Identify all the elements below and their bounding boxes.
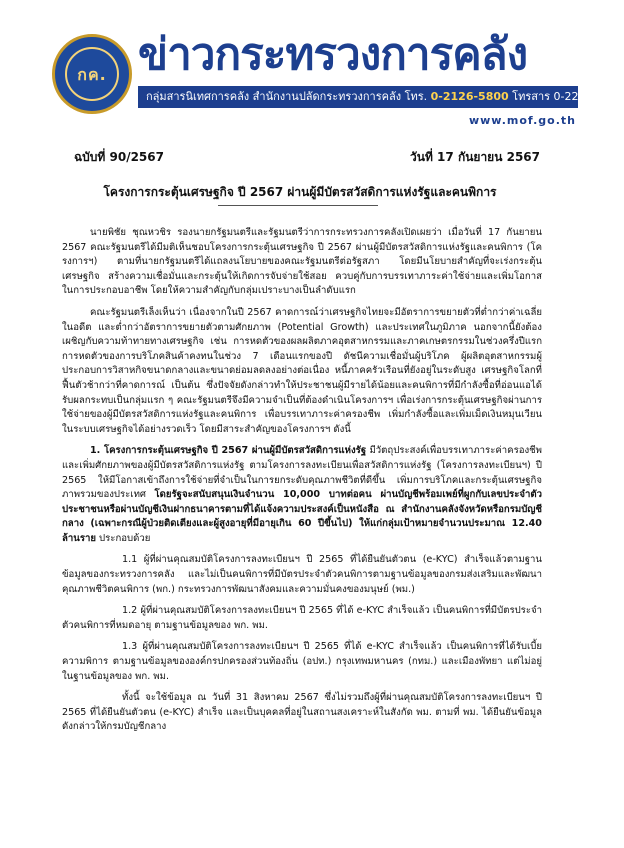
item-1: [62, 444, 542, 546]
paragraph-2: คณะรัฐมนตรีเล็งเห็นว่า เนื่องจากในปี 2567 คาดการณ์ว่าเศรษฐกิจไทยจะมีอัตราการขยายตัวที่ต่ำกว่าค่าเฉลี่ยในอดีต และต่ำกว่าอัตราการขยายตัวตามศักยภาพ (Potential Growth) และประเทศในภูมิภาค นอกจากนี้ยังต้องเผชิญกับความท้าทายทางเศรษฐกิจ เช่น การหดตัวของผลผลิตภาคอุตสาหกรรมและภาคเกษตรกรรมในช่วงครึ่งปีแรก การหดตัวของการบริโภคสินค้าคงทนในช่วง 7 เดือนแรกของปี ดัชนีความเชื่อมั่นผู้บริโภค ผู้ผลิตอุตสาหกรรมผู้ประกอบการวิสาหกิจขนาดกลางและขนาดย่อมลดลงอย่างต่อเนื่อง หนี้ภาคครัวเรือนที่ยังอยู่ในระดับสูง เศรษฐกิจโลกที่ฟื้นตัวช้ากว่าที่คาดการณ์ เป็นต้น ซึ่งปัจจัยดังกล่าวทำให้ประชาชนผู้มีรายได้น้อยและคนพิการที่มีกำลังซื้อที่อ่อนแอได้รับผลกระทบเป็นกลุ่มแรก ๆ คณะรัฐมนตรีจึงมีความจำเป็นที่ต้องดำเนินโครงการฯ เพื่อเร่งการกระตุ้นเศรษฐกิจผ่านการใช้จ่ายของผู้มีบัตรสวัสดิการแห่งรัฐและคนพิการ เพื่อบรรเทาภาระค่าครองชีพ เพิ่มกำลังซื้อและเพิ่มเม็ดเงินหมุนเวียนในระบบเศรษฐกิจได้อย่างรวดเร็ว โดยมีสาระสำคัญของโครงการฯ ดังนี้: [62, 306, 542, 435]
item-1-bold-text: โดยรัฐจะสนับสนุนเงินจำนวน 10,000 บาทต่อคน ผ่านบัญชีพร้อมเพย์ที่ผูกกับเลขประจำตัวประชาชนหรือผ่านบัญชีเงินฝากธนาคารตามที่ได้แจ้งความประสงค์เป็นหนังสือ ณ สำนักงานคลังจังหวัดหรือกรมบัญชีกลาง (เฉพาะกรณีผู้ป่วยติดเตียงและผู้สูงอายุที่มีอายุเกิน 60 ปีขึ้นไป) ให้แก่กลุ่มเป้าหมายจำนวนประมาณ 12.40 ล้านราย: [62, 489, 542, 544]
closing-paragraph: ทั้งนี้ จะใช้ข้อมูล ณ วันที่ 31 สิงหาคม 2567 ซึ่งไม่รวมถึงผู้ที่ผ่านคุณสมบัติโครงการลงทะเบียนฯ ปี 2565 ที่ได้ยืนยันตัวตน (e-KYC) สำเร็จ และเป็นบุคคลที่อยู่ในสถานสงเคราะห์ในสังกัด พม. ตามที่ พม. ได้ยืนยันข้อมูลดังกล่าวให้กรมบัญชีกลาง: [62, 692, 542, 733]
issue-date: วันที่ 17 กันยายน 2567: [410, 150, 540, 164]
ministry-seal-logo: [52, 34, 132, 114]
contact-fax: โทรสาร 0-2273-9763: [512, 90, 624, 103]
document-body: [62, 226, 542, 742]
contact-phone: 0-2126-5800: [430, 90, 509, 103]
sub-item-1-1: 1.1 ผู้ที่ผ่านคุณสมบัติโครงการลงทะเบียนฯ ปี 2565 ที่ได้ยืนยันตัวตน (e-KYC) สำเร็จแล้วตามฐานข้อมูลของกระทรวงการคลัง และไม่เป็นคนพิการที่มีบัตรประจำตัวคนพิการตามฐานข้อมูลของกรมส่งเสริมและพัฒนาคุณภาพชีวิตคนพิการ (พก.) กระทรวงการพัฒนาสังคมและความมั่นคงของมนุษย์ (พม.): [62, 554, 542, 595]
item-1-text-2: ประกอบด้วย: [96, 532, 151, 544]
website-url: www.mof.go.th: [468, 114, 576, 127]
contact-bar: [138, 86, 624, 108]
issue-number: ฉบับที่ 90/2567: [74, 150, 164, 164]
item-1-heading: 1. โครงการกระตุ้นเศรษฐกิจ ปี 2567 ผ่านผู้มีบัตรสวัสดิการแห่งรัฐ: [90, 445, 367, 457]
sub-item-1-3: 1.3 ผู้ที่ผ่านคุณสมบัติโครงการลงทะเบียนฯ ปี 2565 ที่ได้ e-KYC สำเร็จแล้ว เป็นคนพิการที่ได้รับเบี้ยความพิการ ตามฐานข้อมูลขององค์กรปกครองส่วนท้องถิ่น (อปท.) กรุงเทพมหานคร (กทม.) และเมืองพัทยา แต่ไม่อยู่ในฐานข้อมูลของ พก. พม.: [62, 641, 542, 682]
masthead: [0, 0, 624, 140]
document-title: โครงการกระตุ้นเศรษฐกิจ ปี 2567 ผ่านผู้มีบัตรสวัสดิการแห่งรัฐและคนพิการ: [103, 185, 497, 199]
masthead-title: ข่าวกระทรวงการคลัง: [138, 29, 528, 80]
title-divider: [218, 205, 378, 206]
seal-text: กค.: [77, 65, 107, 84]
sub-item-1-2: 1.2 ผู้ที่ผ่านคุณสมบัติโครงการลงทะเบียนฯ ปี 2565 ที่ได้ e-KYC สำเร็จแล้ว เป็นคนพิการที่มีบัตรประจำตัวคนพิการที่หมดอายุ ตามฐานข้อมูลของ พก. พม.: [62, 605, 542, 631]
contact-prefix: กลุ่มสารนิเทศการคลัง สำนักงานปลัดกระทรวงการคลัง โทร.: [146, 90, 428, 103]
paragraph-1: นายพิชัย ชุณหวชิร รองนายกรัฐมนตรีและรัฐมนตรีว่าการกระทรวงการคลังเปิดเผยว่า เมื่อวันที่ 17 กันยายน 2567 คณะรัฐมนตรีได้มีมติเห็นชอบโครงการกระตุ้นเศรษฐกิจ ปี 2567 ผ่านผู้มีบัตรสวัสดิการแห่งรัฐและคนพิการ (โครงการฯ) ตามที่นายกรัฐมนตรีได้แถลงนโยบายของคณะรัฐมนตรีต่อรัฐสภา โดยมีนโยบายสำคัญที่จะเร่งกระตุ้นเศรษฐกิจ สร้างความเชื่อมั่นและกระตุ้นให้เกิดการจับจ่ายใช้สอย ควบคู่กับการบรรเทาภาระค่าใช้จ่ายและเพิ่มโอกาสในการประกอบอาชีพ โดยให้ความสำคัญกับกลุ่มเปราะบางเป็นลำดับแรก: [62, 227, 542, 297]
item-1-text-1: มีวัตถุประสงค์เพื่อบรรเทาภาระค่าครองชีพและเพิ่มศักยภาพของผู้มีบัตรสวัสดิการแห่งรัฐ ตามโครงการลงทะเบียนเพื่อสวัสดิการแห่งรัฐ (โครงการลงทะเบียนฯ) ปี 2565 ให้มีโอกาสเข้าถึงการใช้จ่ายที่จำเป็นในการยกระดับคุณภาพชีวิตที่ดีขึ้น เพิ่มการบริโภคและกระตุ้นเศรษฐกิจภาพรวมของประเทศ: [62, 445, 542, 501]
